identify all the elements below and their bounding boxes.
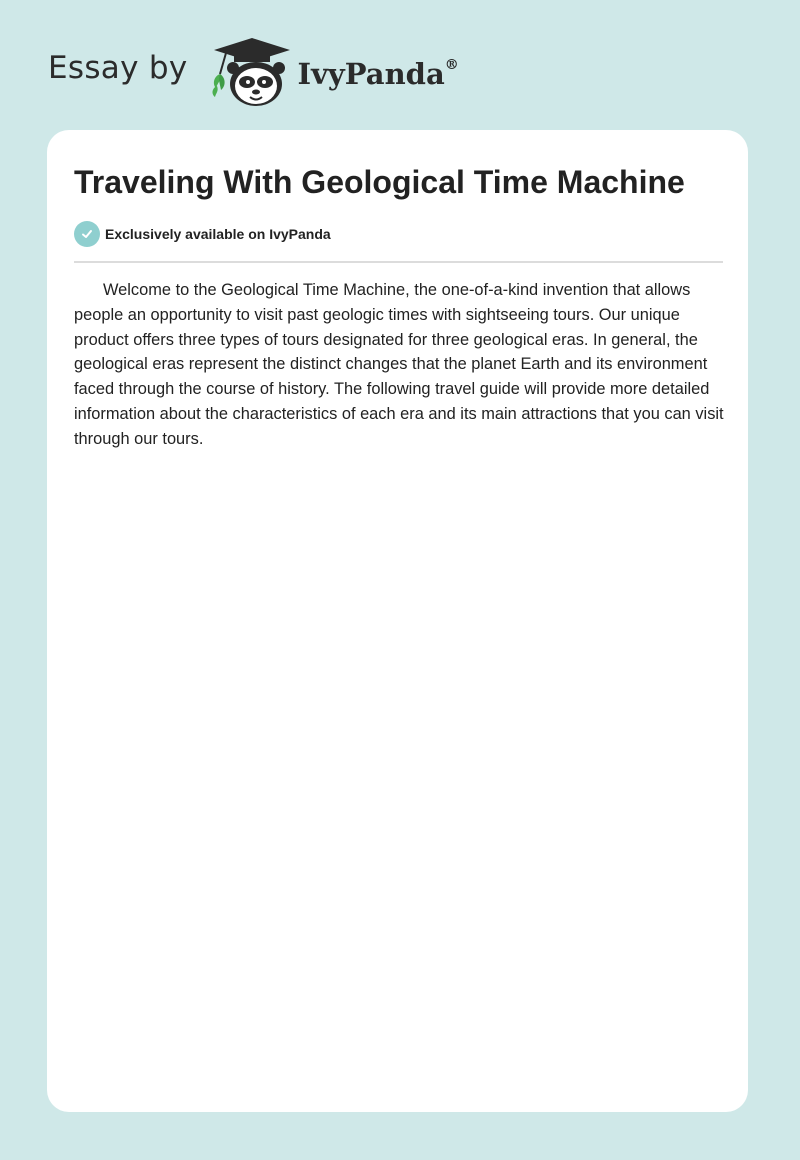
brand-name: IvyPanda® xyxy=(297,57,459,91)
checkmark-icon xyxy=(74,221,100,247)
essay-card xyxy=(47,130,748,1112)
divider xyxy=(74,261,723,263)
panda-graduate-icon xyxy=(204,36,300,108)
page-title: Traveling With Geological Time Machine xyxy=(74,164,685,200)
essay-by-label: Essay by xyxy=(48,50,188,86)
exclusive-badge xyxy=(74,221,331,247)
essay-paragraph: Welcome to the Geological Time Machine, the one-of-a-kind invention that allows people an opportunity to visit past geologic times with sightseeing tours. Our unique product offers three types of tours designated for three geological eras. In general, the geological eras represent the distinct changes that the planet Earth and its environment faced through the course of history. The following travel guide will provide more detailed information about the characteristics of each era and its main attractions that you can visit through our tours. xyxy=(74,281,724,448)
registered-mark: ® xyxy=(444,57,459,74)
exclusive-badge-label: Exclusively available on IvyPanda xyxy=(105,226,331,242)
brand-header xyxy=(48,36,459,108)
